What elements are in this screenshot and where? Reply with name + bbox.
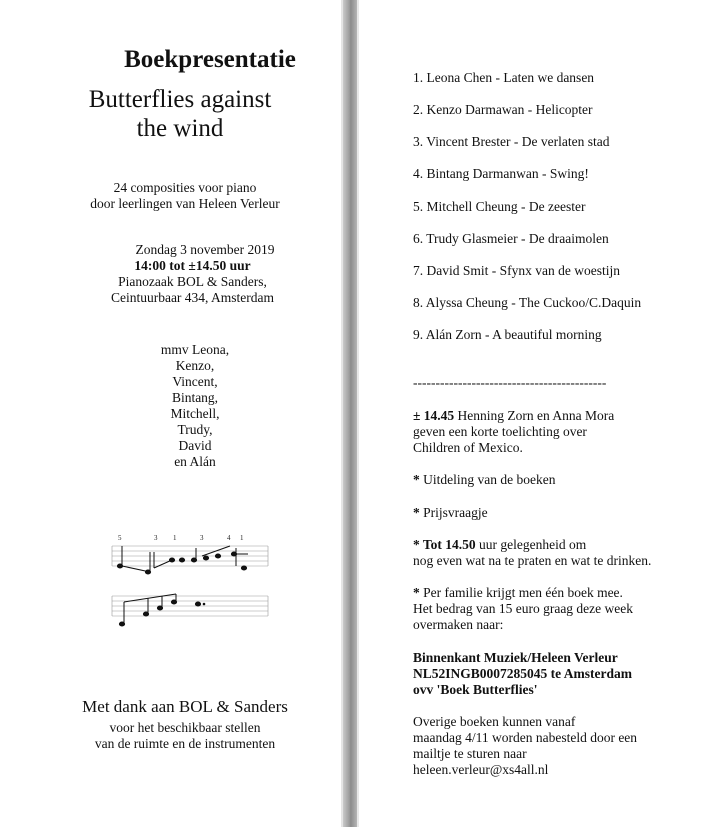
staff-1-notes: [117, 546, 248, 574]
end-text: uur gelegenheid om: [475, 537, 587, 552]
fingering-3: 1: [173, 534, 177, 542]
fingering-4: 3: [200, 534, 204, 542]
program-item-3: 3. Vincent Brester - De verlaten stad: [413, 134, 610, 149]
end-line1: [413, 537, 703, 553]
program-item-8: 8. Alyssa Cheung - The Cuckoo/C.Daquin: [413, 295, 642, 310]
talk-time: ± 14.45: [413, 408, 455, 423]
fingering-2: 3: [154, 534, 158, 542]
talk-speakers: Henning Zorn en Anna Mora: [454, 408, 615, 423]
program-item-6: 6. Trudy Glasmeier - De draaimolen: [413, 231, 609, 246]
description-line1: 24 composities voor piano: [113, 180, 257, 195]
program-item-4: 4. Bintang Darmanwan - Swing!: [413, 166, 589, 181]
family-text: Per familie krijgt men één boek mee.: [419, 585, 623, 600]
end-line2: nog even wat na te praten en wat te drinken.: [413, 553, 652, 568]
staff-2-notes: [119, 594, 204, 626]
page-gutter: [343, 0, 357, 827]
fingering-5: 4: [227, 534, 231, 542]
family-line3: overmaken naar:: [413, 617, 504, 632]
mmv-line-7: David: [178, 438, 212, 453]
event-date: Zondag 3 november 2019: [135, 242, 275, 257]
bullet-text-2: Prijsvraagje: [419, 505, 488, 520]
book-title-line2: the wind: [136, 115, 224, 142]
event-time: 14:00 tot ±14.50 uur: [134, 258, 251, 273]
other-books-line1: Overige boeken kunnen vanaf: [413, 714, 576, 729]
mmv-line-3: Vincent,: [172, 374, 218, 389]
program-item-2: 2. Kenzo Darmawan - Helicopter: [413, 102, 593, 117]
program-item-7: 7. David Smit - Sfynx van de woestijn: [413, 263, 620, 278]
mmv-line-2: Kenzo,: [175, 358, 215, 373]
family-star: *: [413, 585, 420, 600]
other-books-line2: maandag 4/11 worden nabesteld door een: [413, 730, 638, 745]
mmv-line-6: Trudy,: [177, 422, 213, 437]
talk-line3: Children of Mexico.: [413, 440, 523, 455]
gutter-edge-right: [357, 0, 359, 827]
program-item-5: 5. Mitchell Cheung - De zeester: [413, 199, 586, 214]
sheet-music-illustration: [110, 532, 275, 632]
book-title-line1: Butterflies against: [88, 86, 272, 113]
thanks-line2: van de ruimte en de instrumenten: [94, 736, 276, 751]
contact-email: heleen.verleur@xs4all.nl: [413, 762, 549, 777]
divider-line: -------------------------------------------: [413, 375, 607, 390]
bullet-star-1: *: [413, 472, 420, 487]
end-time: * Tot 14.50: [413, 537, 476, 552]
bank-line1: Binnenkant Muziek/Heleen Verleur: [413, 650, 618, 665]
mmv-line-5: Mitchell,: [170, 406, 220, 421]
venue-line1: Pianozaak BOL & Sanders,: [118, 274, 267, 289]
family-line1: [413, 585, 703, 601]
bank-line2: NL52INGB0007285045 te Amsterdam: [413, 666, 632, 681]
fingering-6: 1: [240, 534, 244, 542]
talk-line2: geven een korte toelichting over: [413, 424, 587, 439]
venue-line2: Ceintuurbaar 434, Amsterdam: [110, 290, 275, 305]
fingering-1: 5: [118, 534, 122, 542]
program-item-1: 1. Leona Chen - Laten we dansen: [413, 70, 595, 85]
talk-line1: [413, 408, 703, 424]
program-item-9: 9. Alán Zorn - A beautiful morning: [413, 327, 602, 342]
thanks-title: Met dank aan BOL & Sanders: [82, 697, 288, 716]
mmv-line-1: mmv Leona,: [160, 342, 230, 357]
mmv-line-4: Bintang,: [171, 390, 219, 405]
mmv-line-8: en Alán: [174, 454, 216, 469]
bullet-book-distribution: [413, 472, 703, 488]
description-line2: door leerlingen van Heleen Verleur: [90, 196, 280, 211]
thanks-line1: voor het beschikbaar stellen: [109, 720, 261, 735]
bank-line3: ovv 'Boek Butterflies': [413, 682, 538, 697]
family-line2: Het bedrag van 15 euro graag deze week: [413, 601, 634, 616]
bullet-quiz: [413, 505, 703, 521]
bullet-text-1: Uitdeling van de boeken: [419, 472, 556, 487]
page-title: Boekpresentatie: [124, 46, 296, 73]
other-books-line3: mailtje te sturen naar: [413, 746, 527, 761]
bullet-star-2: *: [413, 505, 420, 520]
